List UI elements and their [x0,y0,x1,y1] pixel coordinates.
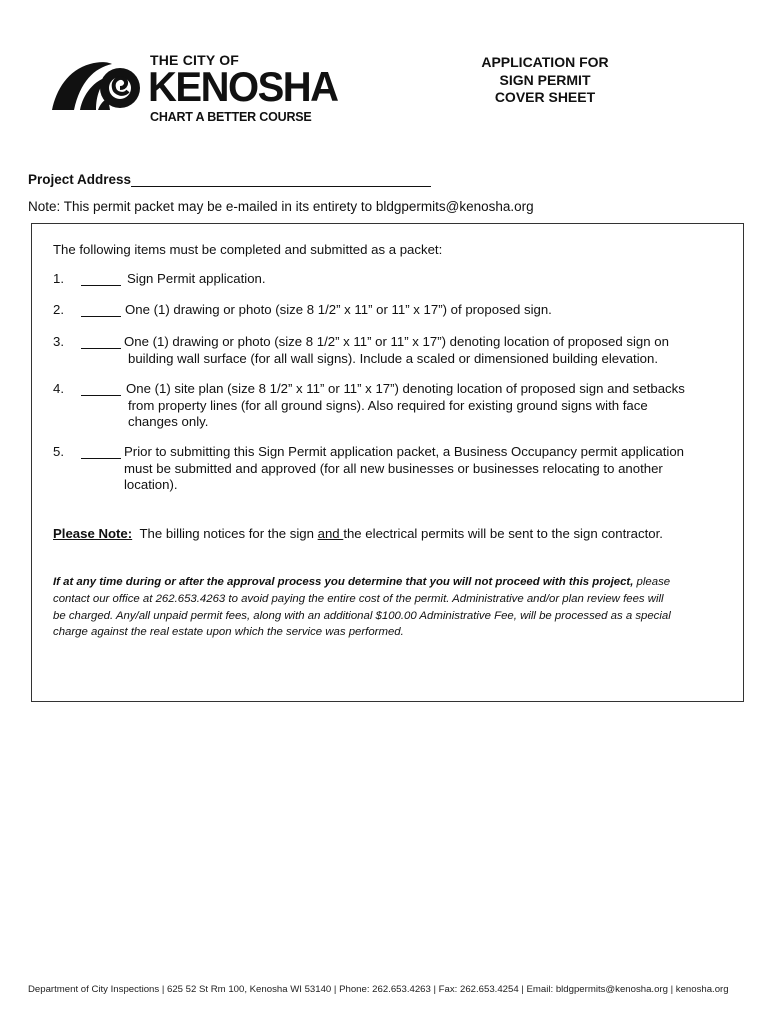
please-note-label: Please Note: [53,526,133,541]
item-line: One (1) drawing or photo (size 8 1/2” x 11” or 11” x 17”) denoting location of proposed sign on [124,334,669,349]
warning-line1-rest: please [633,576,671,588]
item-number: 4. [53,381,64,396]
checklist-blank[interactable] [81,272,121,286]
please-note-and: and [317,526,344,541]
project-address-label: Project Address [28,172,132,187]
item-5-text [124,444,684,494]
requirements-intro: The following items must be completed and submitted as a packet: [53,242,443,257]
item-line: location). [124,477,178,492]
item-line: One (1) site plan (size 8 1/2” x 11” or 11” x 17”) denoting location of proposed sign and setbacks [126,381,685,396]
warning-bold-text: If at any time during or after the approval process you determine that you will not proceed with this project, [53,576,634,588]
email-note: Note: This permit packet may be e-mailed in its entirety to bldgpermits@kenosha.org [28,199,534,214]
item-line: from property lines (for all ground signs). Also required for existing ground signs with face [128,397,648,413]
item-3-text [124,334,669,367]
checklist-blank[interactable] [81,445,121,459]
item-line: Sign Permit application. [127,271,266,286]
item-line: Prior to submitting this Sign Permit application packet, a Business Occupancy permit application [124,444,685,459]
please-note-text-post: the electrical permits will be sent to the sign contractor. [343,526,663,541]
item-number: 3. [53,334,64,349]
checklist-blank[interactable] [81,335,121,349]
item-line: building wall surface (for all wall signs). Include a scaled or dimensioned building elevation. [128,350,658,366]
warning-line-4: charge against the real estate upon which the service was performed. [53,626,404,639]
checklist-blank[interactable] [81,382,121,396]
project-address-field[interactable] [131,172,431,187]
kenosha-logo-icon [50,60,146,112]
item-line: must be submitted and approved (for all new businesses or businesses relocating to another [124,460,663,476]
item-1-text [127,271,266,288]
item-number: 5. [53,444,64,459]
please-note [53,526,663,543]
logo-top-text: THE CITY OF [150,52,240,68]
document-title [440,54,650,107]
title-line-3: COVER SHEET [494,89,596,105]
please-note-text-pre: The billing notices for the sign [139,526,318,541]
logo-city-name: KENOSHA [148,64,338,111]
warning-line-3: be charged. Any/all unpaid permit fees, along with an additional $100.00 Administrative Fee, will be processed as a special [53,609,671,622]
checklist-blank[interactable] [81,303,121,317]
item-2-text [125,302,552,319]
item-number: 1. [53,271,64,286]
title-line-2: SIGN PERMIT [499,71,591,88]
warning-line-2: contact our office at 262.653.4263 to avoid paying the entire cost of the permit. Administrative and/or plan review fees will [53,592,664,605]
title-line-1: APPLICATION FOR [481,54,609,70]
logo-tagline: CHART A BETTER COURSE [150,110,312,124]
item-number: 2. [53,302,64,317]
cancellation-warning [53,574,743,641]
item-4-text [126,381,685,431]
item-line: One (1) drawing or photo (size 8 1/2” x 11” or 11” x 17”) of proposed sign. [125,302,552,317]
item-line: changes only. [128,414,209,429]
project-address-row [28,172,431,187]
page-footer: Department of City Inspections | 625 52 St Rm 100, Kenosha WI 53140 | Phone: 262.653.4263 | Fax: 262.653.4254 | Email: bldgpermits@kenosha.org | kenosha.org [28,984,729,995]
